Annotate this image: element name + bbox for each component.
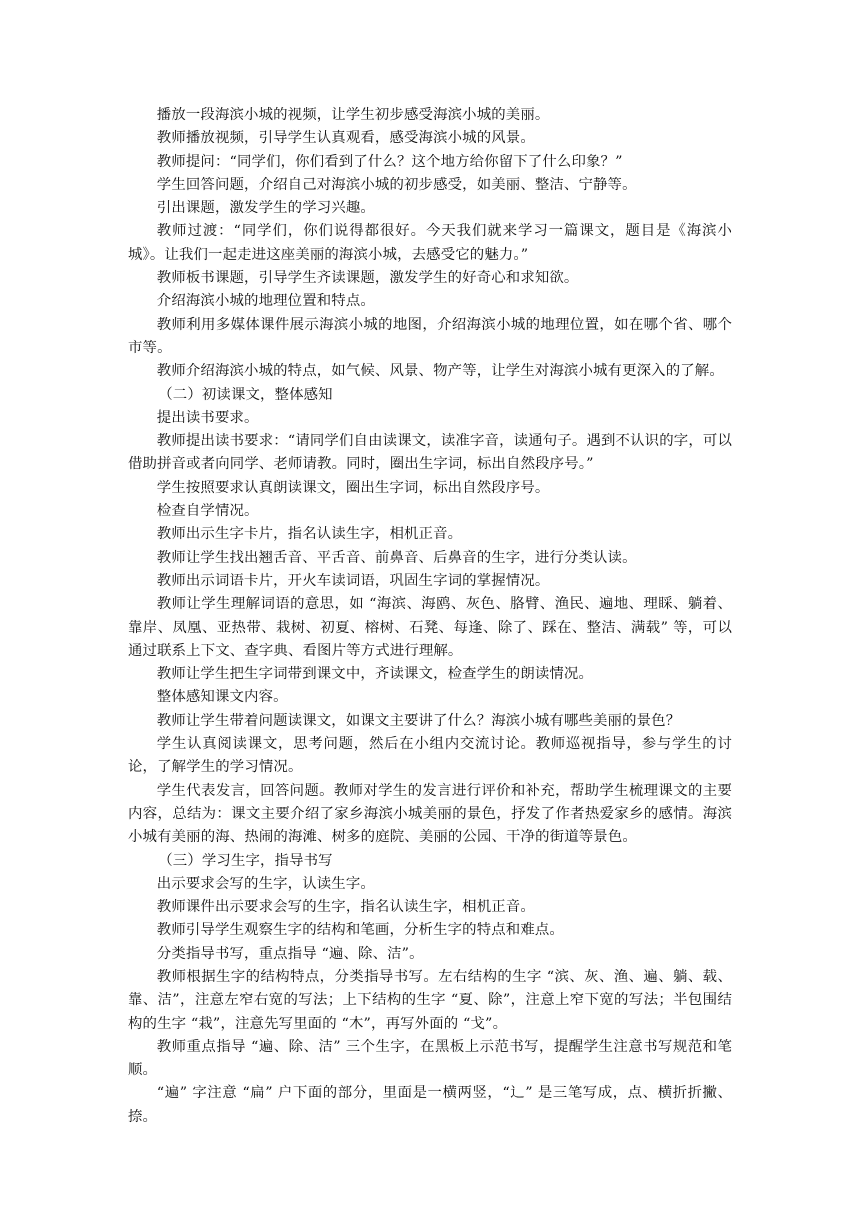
- paragraph: 教师课件出示要求会写的生字，指名认读生字，相机正音。: [156, 899, 535, 916]
- paragraph: 教师利用多媒体课件展示海滨小城的地图，介绍海滨小城的地理位置，如在哪个省、哪个市等。: [128, 316, 732, 356]
- paragraph: 学生回答问题，介绍自己对海滨小城的初步感受，如美丽、整洁、宁静等。: [156, 176, 637, 193]
- paragraph: 检查自学情况。: [156, 503, 259, 520]
- paragraph: 学生按照要求认真朗读课文，圈出生字词，标出自然段序号。: [156, 479, 550, 496]
- paragraph: 教师出示生字卡片，指名认读生字，相机正音。: [156, 526, 463, 543]
- paragraph: 教师让学生把生字词带到课文中，齐读课文，检查学生的朗读情况。: [156, 666, 594, 683]
- paragraph: 教师介绍海滨小城的特点，如气候、风景、物产等，让学生对海滨小城有更深入的了解。: [156, 363, 724, 380]
- paragraph: 整体感知课文内容。: [156, 689, 288, 706]
- paragraph: 学生代表发言，回答问题。教师对学生的发言进行评价和补充，帮助学生梳理课文的主要内容，总结为：课文主要介绍了家乡海滨小城美丽的景色，抒发了作者热爱家乡的感情。海滨小城有美丽的海、热闹的海滩、树多的庭院、美丽的公园、干净的街道等景色。: [128, 782, 732, 846]
- paragraph: 教师出示词语卡片，开火车读词语，巩固生字词的掌握情况。: [156, 572, 550, 589]
- paragraph: 提出读书要求。: [156, 409, 259, 426]
- paragraph: 教师过渡：“同学们，你们说得都很好。今天我们就来学习一篇课文，题目是《海滨小城》。让我们一起走进这座美丽的海滨小城，去感受它的魅力。”: [128, 223, 732, 263]
- paragraph: 教师让学生找出翘舌音、平舌音、前鼻音、后鼻音的生字，进行分类认读。: [156, 549, 637, 566]
- paragraph: 教师提问：“同学们，你们看到了什么？这个地方给你留下了什么印象？”: [156, 153, 623, 170]
- paragraph: 介绍海滨小城的地理位置和特点。: [156, 293, 375, 310]
- section-heading: （三）学习生字，指导书写: [158, 852, 333, 869]
- paragraph: 教师板书课题，引导学生齐读课题，激发学生的好奇心和求知欲。: [156, 270, 579, 287]
- paragraph: 教师提出读书要求：“请同学们自由读课文，读准字音，读通句子。遇到不认识的字，可以借助拼音或者向同学、老师请教。同时，圈出生字词，标出自然段序号。”: [128, 433, 732, 473]
- paragraph: 教师引导学生观察生字的结构和笔画，分析生字的特点和难点。: [156, 922, 564, 939]
- paragraph: 出示要求会写的生字，认读生字。: [156, 875, 375, 892]
- paragraph: 分类指导书写，重点指导 “遍、除、洁”。: [156, 945, 424, 962]
- paragraph: “遍” 字注意 “扁” 户下面的部分，里面是一横两竖，“辶” 是三笔写成，点、横折折撇、捺。: [128, 1085, 732, 1125]
- section-heading: （二）初读课文，整体感知: [158, 386, 333, 403]
- paragraph: 教师重点指导 “遍、除、洁” 三个生字，在黑板上示范书写，提醒学生注意书写规范和笔顺。: [128, 1038, 732, 1079]
- paragraph: 教师播放视频，引导学生认真观看，感受海滨小城的风景。: [156, 130, 535, 147]
- paragraph: 播放一段海滨小城的视频，让学生初步感受海滨小城的美丽。: [156, 107, 550, 123]
- paragraph: 引出课题，激发学生的学习兴趣。: [156, 200, 375, 217]
- paragraph: 学生认真阅读课文，思考问题，然后在小组内交流讨论。教师巡视指导，参与学生的讨论，了解学生的学习情况。: [128, 736, 732, 776]
- paragraph: 教师让学生理解词语的意思，如 “海滨、海鸥、灰色、胳臂、渔民、遍地、理睬、躺着、靠岸、凤凰、亚热带、栽树、初夏、榕树、石凳、每逢、除了、踩在、整洁、满载” 等，可以通过联系上下文、查字典、看图片等方式进行理解。: [128, 596, 732, 659]
- document-body: [128, 104, 732, 1129]
- paragraph: 教师让学生带着问题读课文，如课文主要讲了什么？海滨小城有哪些美丽的景色？: [156, 712, 681, 729]
- paragraph: 教师根据生字的结构特点，分类指导书写。左右结构的生字 “滨、灰、渔、遍、躺、载、靠、洁”，注意左窄右宽的写法；上下结构的生字 “夏、除”，注意上窄下宽的写法；半包围结构的生字 “栽”，注意先写里面的 “木”，再写外面的 “戈”。: [128, 968, 732, 1032]
